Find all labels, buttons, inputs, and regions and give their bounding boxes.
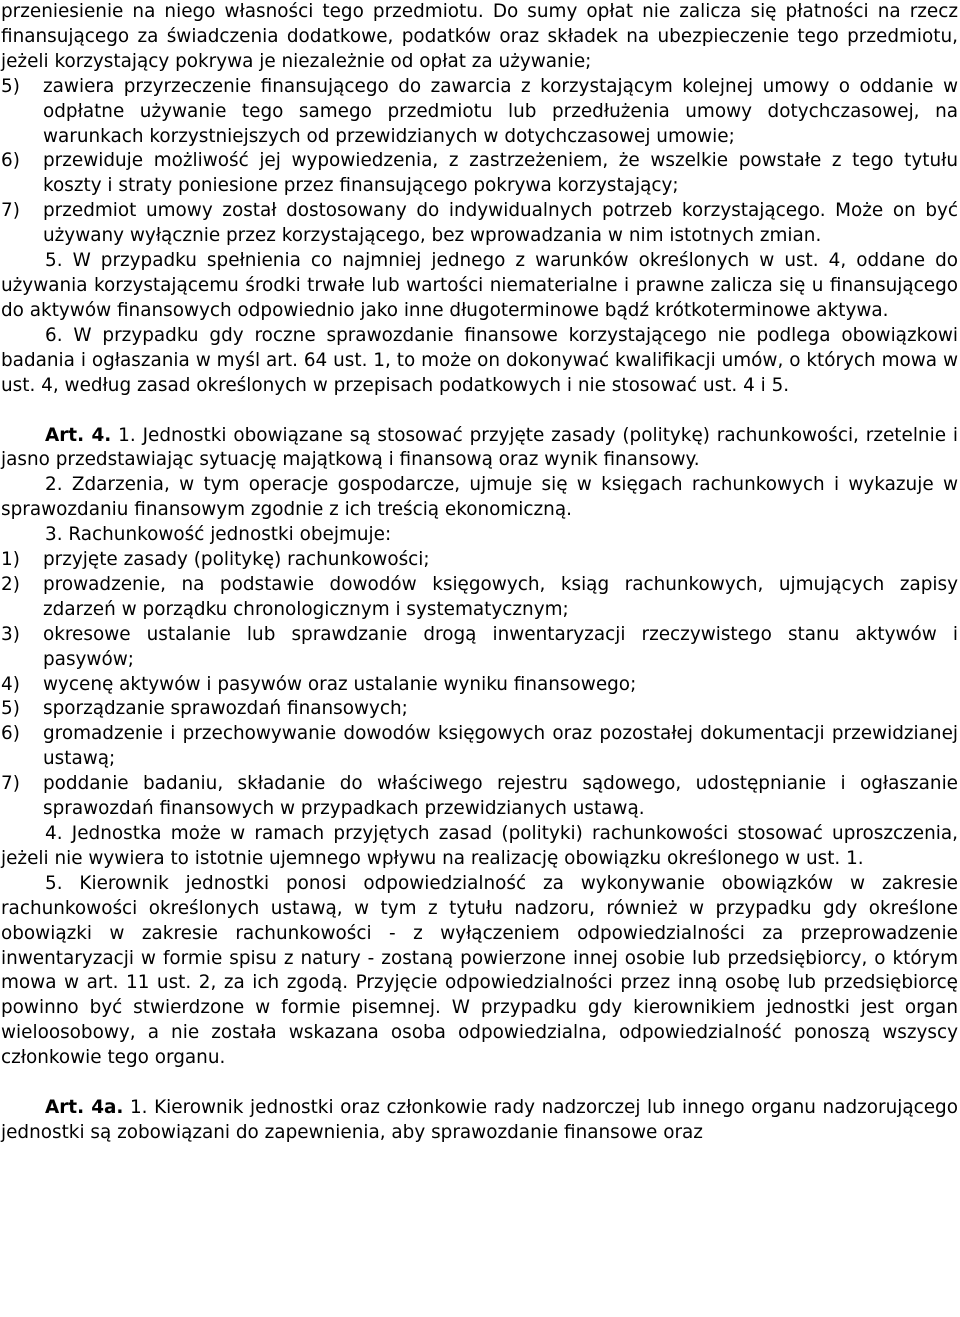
list-item-number: 6) <box>1 150 20 172</box>
list-item <box>1 722 958 772</box>
list-item-text: przedmiot umowy został dostosowany do indywidualnych potrzeb korzystającego. Może on być używany wyłącznie przez korzystającego, bez wprowadzania w nim istotnych zmian. <box>43 200 958 247</box>
list-item-number: 3) <box>1 623 20 645</box>
list-item-number: 2) <box>1 573 20 595</box>
article-text: 1. Jednostki obowiązane są stosować przyjęte zasady (politykę) rachunkowości, rzetelnie i jasno przedstawiając sytuację majątkową i finansową oraz wynik finansowy. <box>1 424 958 471</box>
paragraph-ust-5: 5. W przypadku spełnienia co najmniej jednego z warunków określonych w ust. 4, oddane do używania korzystającemu środki trwałe lub wartości niematerialne i prawne zalicza się u finansującego do aktywów finansowych odpowiednio jako inne długoterminowe bądź krótkoterminowe aktywa. <box>1 250 958 321</box>
spacer <box>1 399 958 424</box>
art-4-paragraph-3: 3. Rachunkowość jednostki obejmuje: <box>45 524 392 546</box>
spacer <box>1 1071 958 1096</box>
art-4-paragraph-4: 4. Jednostka może w ramach przyjętych zasad (polityki) rachunkowości stosować uproszczenia, jeżeli nie wywiera to istotnie ujemnego wpływu na realizację obowiązku określonego w ust. 1. <box>1 823 958 869</box>
article-text: 1. Kierownik jednostki oraz członkowie rady nadzorczej lub innego organu nadzorującego jednostki są zobowiązani do zapewnienia, aby sprawozdanie finansowe oraz <box>1 1097 958 1143</box>
paragraph-ust-6: 6. W przypadku gdy roczne sprawozdanie finansowe korzystającego nie podlega obowiązkowi badania i ogłaszania w myśl art. 64 ust. 1, to może on dokonywać kwalifikacji umów, o których mowa w ust. 4, według zasad określonych w przepisach podatkowych i nie stosować ust. 4 i 5. <box>1 324 958 396</box>
list-item <box>1 573 958 623</box>
list-item-text: okresowe ustalanie lub sprawdzanie drogą inwentaryzacji rzeczywistego stanu aktywów i pasywów; <box>43 623 958 670</box>
list-item <box>1 772 958 822</box>
list-item <box>1 199 958 249</box>
list-item-number: 1) <box>1 549 20 571</box>
list-item-text: przyjęte zasady (politykę) rachunkowości; <box>43 549 430 571</box>
list-item <box>1 623 958 673</box>
list-item-text: wycenę aktywów i pasywów oraz ustalanie wyniku finansowego; <box>43 673 637 695</box>
list-item-number: 7) <box>1 200 20 222</box>
list-item-number: 5) <box>1 698 20 720</box>
list-item-text: sporządzanie sprawozdań finansowych; <box>43 698 408 720</box>
continuation-paragraph: przeniesienie na niego własności tego przedmiotu. Do sumy opłat nie zalicza się płatności na rzecz finansującego za świadczenia dodatkowe, podatków oraz składek na ubezpieczenie tego przedmiotu, jeżeli korzystający pokrywa je niezależnie od opłat za używanie; <box>1 1 958 72</box>
list-item-number: 7) <box>1 773 20 795</box>
list-item <box>1 673 958 698</box>
art-4a-paragraph-1 <box>1 1096 958 1146</box>
list-item <box>1 75 958 150</box>
list-item <box>1 548 958 573</box>
list-item <box>1 149 958 199</box>
list-item <box>1 697 958 722</box>
article-heading: Art. 4a. <box>45 1097 124 1119</box>
art-4-paragraph-1 <box>1 424 958 474</box>
list-item-text: przewiduje możliwość jej wypowiedzenia, z zastrzeżeniem, że wszelkie powstałe z tego tytułu koszty i straty poniesione przez finansującego pokrywa korzystający; <box>43 150 958 197</box>
article-heading: Art. 4. <box>45 424 112 446</box>
art-4-paragraph-5: 5. Kierownik jednostki ponosi odpowiedzialność za wykonywanie obowiązków w zakresie rachunkowości określonych ustawą, w tym z tytułu nadzoru, również w przypadku gdy określone obowiązki w zakresie rachunkowości - z wyłączeniem odpowiedzialności za przeprowadzenie inwentaryzacji w formie spisu z natury - zostaną powierzone innej osobie lub przedsiębiorcy, o którym mowa w art. 11 ust. 2, za ich zgodą. Przyjęcie odpowiedzialności przez inną osobę lub przedsiębiorcę powinno być stwierdzone w formie pisemnej. W przypadku gdy kierownikiem jednostki jest organ wieloosobowy, a nie została wskazana osoba odpowiedzialna, odpowiedzialność ponoszą wszyscy członkowie tego organu. <box>1 872 958 1069</box>
art-4-paragraph-2: 2. Zdarzenia, w tym operacje gospodarcze, ujmuje się w księgach rachunkowych i wykazuje w sprawozdaniu finansowym zgodnie z ich treścią ekonomiczną. <box>1 474 958 521</box>
list-item-text: gromadzenie i przechowywanie dowodów księgowych oraz pozostałej dokumentacji przewidzianej ustawą; <box>43 723 958 770</box>
list-item-text: poddanie badaniu, składanie do właściwego rejestru sądowego, udostępnianie i ogłaszanie sprawozdań finansowych w przypadkach przewidzianych ustawą. <box>43 773 958 820</box>
list-item-number: 4) <box>1 673 20 695</box>
list-item-text: prowadzenie, na podstawie dowodów księgowych, ksiąg rachunkowych, ujmujących zapisy zdarzeń w porządku chronologicznym i systematycznym; <box>43 573 958 620</box>
list-item-text: zawiera przyrzeczenie finansującego do zawarcia z korzystającym kolejnej umowy o oddanie w odpłatne używanie tego samego przedmiotu lub przedłużenia umowy dotychczasowej, na warunkach korzystniejszych od przewidzianych w dotychczasowej umowie; <box>43 75 958 147</box>
list-item-number: 5) <box>1 75 20 97</box>
list-item-number: 6) <box>1 723 20 745</box>
